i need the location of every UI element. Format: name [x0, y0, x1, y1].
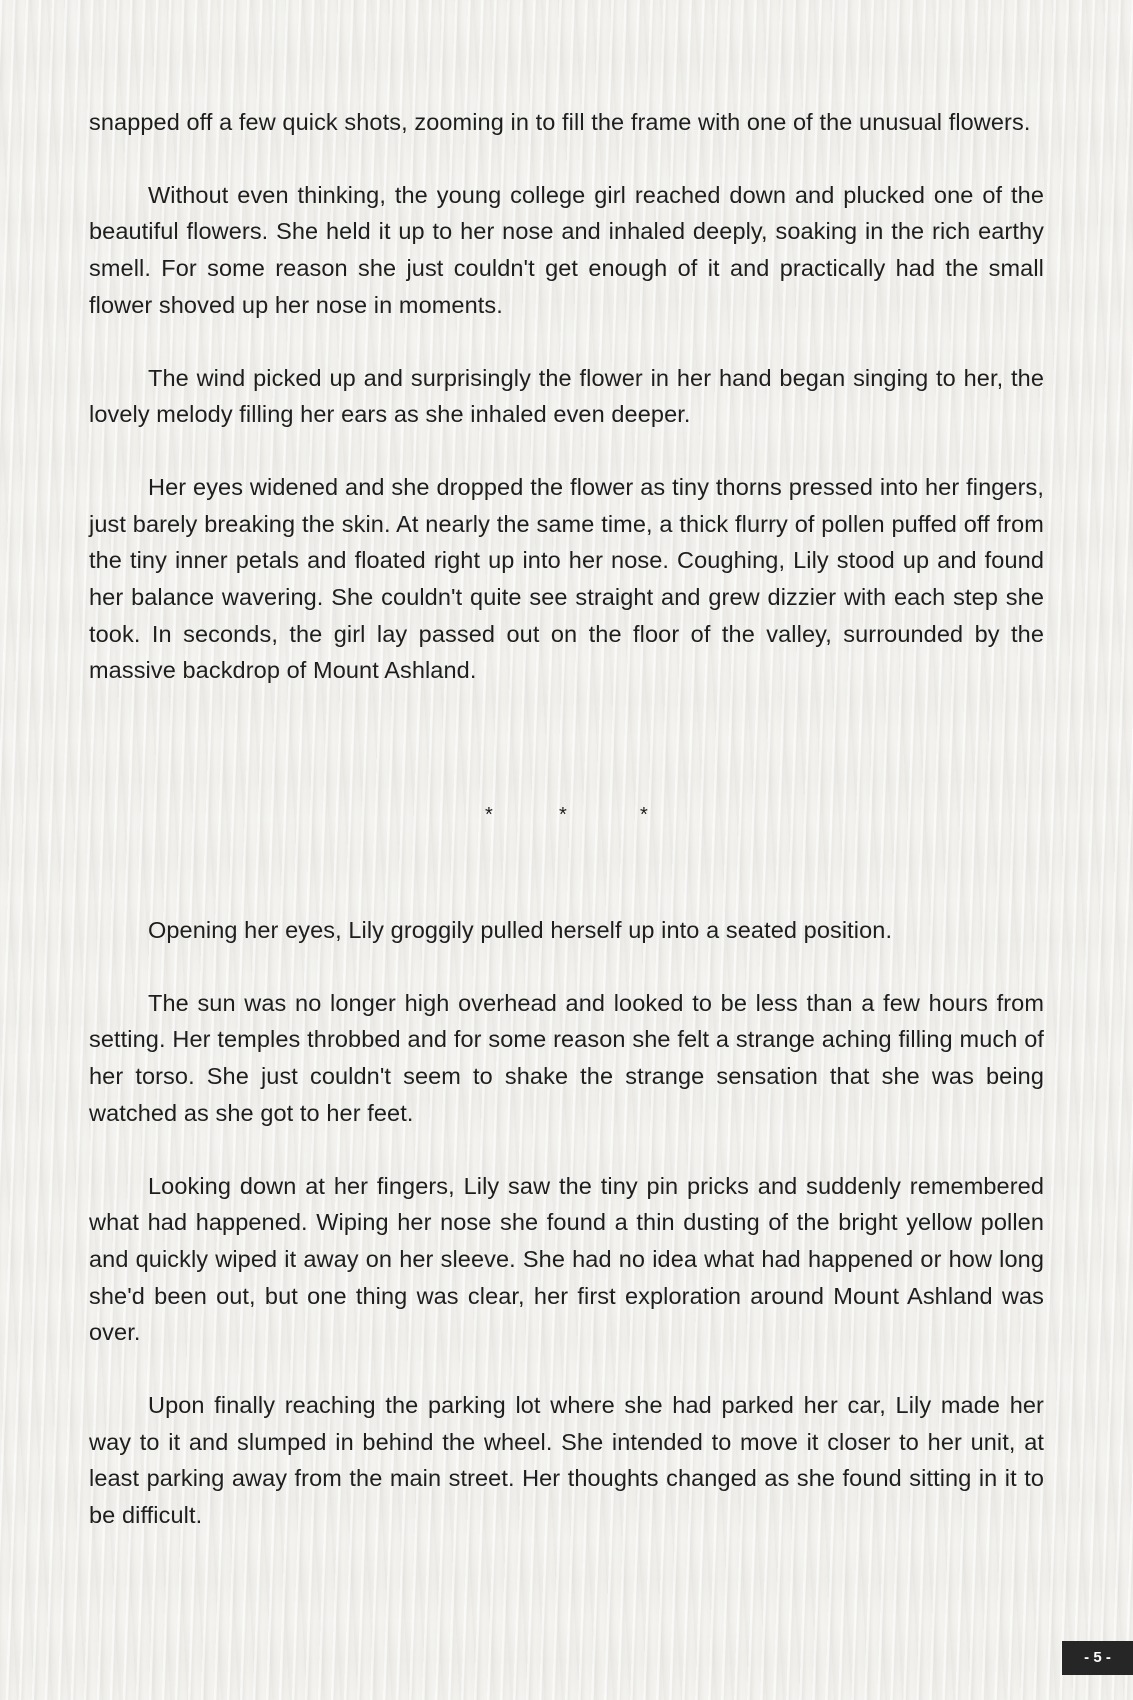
scene-break-asterisk: * [485, 804, 493, 826]
paragraph: Looking down at her fingers, Lily saw the tiny pin pricks and suddenly remembered what had happened. Wiping her nose she found a thin dusting of the bright yellow pollen and quickly wiped it away on her sleeve. She had no idea what had happened or how long she'd been out, but one thing was clear, her first exploration around Mount Ashland was over. [89, 1172, 1044, 1346]
scene-break-asterisk: * [559, 804, 567, 826]
scene-break-asterisk: * [640, 804, 648, 826]
paragraph: snapped off a few quick shots, zooming in to fill the frame with one of the unusual flowers. [89, 109, 1031, 135]
paragraph: Opening her eyes, Lily groggily pulled herself up into a seated position. [148, 917, 893, 943]
paragraph: Upon finally reaching the parking lot where she had parked her car, Lily made her way to it and slumped in behind the wheel. She intended to move it closer to her unit, at least parking away from the main street. Her thoughts changed as she found sitting in it to be difficult. [89, 1392, 1044, 1529]
paragraph: Her eyes widened and she dropped the flower as tiny thorns pressed into her fingers, just barely breaking the skin. At nearly the same time, a thick flurry of pollen puffed off from the tiny inner petals and floated right up into her nose. Coughing, Lily stood up and found her balance wavering. She couldn't quite see straight and grew dizzier with each step she took. In seconds, the girl lay passed out on the floor of the valley, surrounded by the massive backdrop of Mount Ashland. [89, 473, 1044, 684]
page-number: - 5 - [1062, 1641, 1133, 1675]
scene-break [0, 800, 1133, 830]
paragraph: The sun was no longer high overhead and looked to be less than a few hours from setting. Her temples throbbed and for some reason she felt a strange aching filling much of her torso. She just couldn't seem to shake the strange sensation that she was being watched as she got to her feet. [89, 989, 1044, 1126]
paragraph: The wind picked up and surprisingly the flower in her hand began singing to her, the lovely melody filling her ears as she inhaled even deeper. [89, 364, 1044, 428]
text-block-bottom [89, 912, 1044, 1570]
text-block-top [89, 104, 1044, 725]
paragraph: Without even thinking, the young college girl reached down and plucked one of the beautiful flowers. She held it up to her nose and inhaled deeply, soaking in the rich earthy smell. For some reason she just couldn't get enough of it and practically had the small flower shoved up her nose in moments. [89, 181, 1044, 318]
